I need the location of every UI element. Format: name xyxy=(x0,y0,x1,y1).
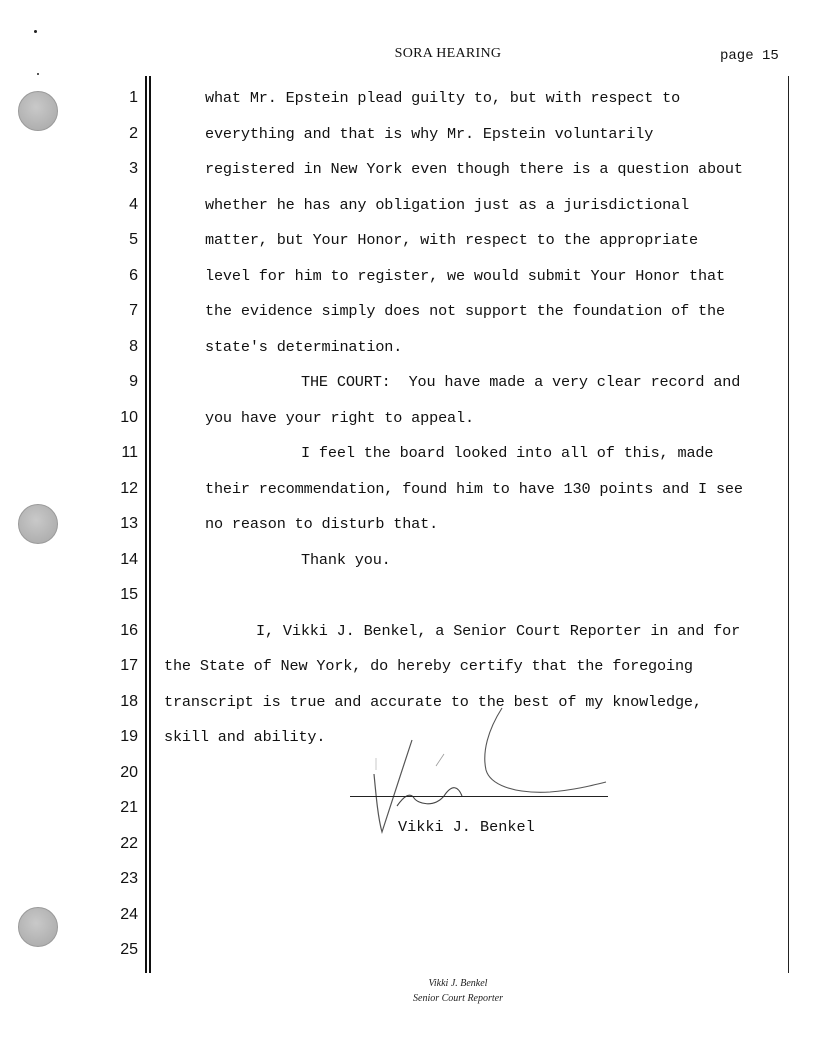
line-number: 25 xyxy=(120,941,138,958)
line-number: 7 xyxy=(129,302,138,319)
transcript-line: their recommendation, found him to have 130 points and I see xyxy=(205,479,743,498)
transcript-line: Thank you. xyxy=(301,550,391,569)
line-number: 23 xyxy=(120,870,138,887)
line-number: 1 xyxy=(129,89,138,106)
line-number: 15 xyxy=(120,586,138,603)
line-number: 12 xyxy=(120,479,138,497)
line-number: 24 xyxy=(120,905,138,923)
line-number: 11 xyxy=(121,444,138,461)
left-margin-rule xyxy=(149,76,151,973)
transcript-line: I, Vikki J. Benkel, a Senior Court Reporter in and for xyxy=(256,621,741,640)
punch-hole xyxy=(18,91,58,131)
left-margin-rule xyxy=(145,76,147,973)
line-number: 10 xyxy=(120,408,138,426)
transcript-line: state's determination. xyxy=(205,337,403,356)
header-title: SORA HEARING xyxy=(394,46,502,61)
line-number: 6 xyxy=(129,266,138,284)
transcript-line: matter, but Your Honor, with respect to the appropriate xyxy=(205,231,699,249)
right-margin-rule xyxy=(788,76,789,973)
line-number: 2 xyxy=(129,124,138,142)
line-number: 5 xyxy=(129,231,138,248)
signature-line xyxy=(350,796,608,797)
transcript-line: THE COURT: You have made a very clear record and xyxy=(301,373,741,391)
line-number: 13 xyxy=(120,515,138,532)
line-number: 18 xyxy=(120,692,138,710)
footer-reporter-title: Senior Court Reporter xyxy=(413,993,503,1004)
line-number: 20 xyxy=(120,763,138,781)
transcript-line: I feel the board looked into all of this, made xyxy=(301,444,714,462)
line-number: 22 xyxy=(120,834,138,852)
line-number: 3 xyxy=(129,160,138,177)
transcript-line: level for him to register, we would submit Your Honor that xyxy=(205,266,725,285)
line-number: 8 xyxy=(129,337,138,355)
page-number: page 15 xyxy=(720,48,779,64)
line-number: 19 xyxy=(120,728,138,745)
line-number: 14 xyxy=(120,550,138,568)
transcript-line: whether he has any obligation just as a jurisdictional xyxy=(205,195,690,214)
transcript-line: skill and ability. xyxy=(164,728,326,746)
line-number: 4 xyxy=(129,195,138,213)
transcript-line: no reason to disturb that. xyxy=(205,515,439,533)
transcript-line: the State of New York, do hereby certify that the foregoing xyxy=(164,657,693,675)
punch-hole xyxy=(18,504,58,544)
scan-speck xyxy=(37,73,39,75)
line-number: 21 xyxy=(120,799,138,816)
punch-hole xyxy=(18,907,58,947)
line-number: 9 xyxy=(129,373,138,390)
transcript-line: everything and that is why Mr. Epstein voluntarily xyxy=(205,124,654,143)
line-number: 16 xyxy=(120,621,138,639)
transcript-line: what Mr. Epstein plead guilty to, but with respect to xyxy=(205,89,681,107)
transcript-line: you have your right to appeal. xyxy=(205,408,474,427)
transcript-line: registered in New York even though there is a question about xyxy=(205,160,743,178)
transcript-line: transcript is true and accurate to the best of my knowledge, xyxy=(164,692,702,711)
footer-reporter-name: Vikki J. Benkel xyxy=(428,978,488,989)
signer-name: Vikki J. Benkel xyxy=(398,818,535,836)
scan-speck xyxy=(34,30,37,33)
transcript-line: the evidence simply does not support the foundation of the xyxy=(205,302,725,320)
line-number: 17 xyxy=(120,657,138,674)
